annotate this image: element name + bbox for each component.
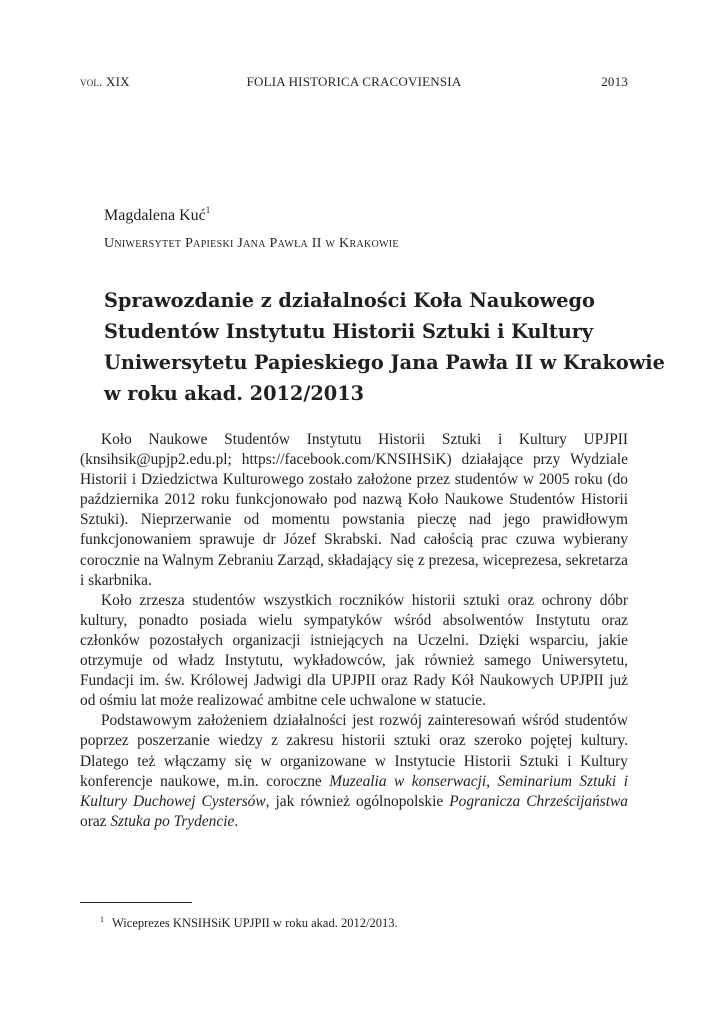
conference-name: Pogranicza Chrześcijaństwa [449,792,628,810]
paragraph-text: oraz [80,812,111,830]
author-name: Magdalena Kuć [104,207,206,224]
title-line: Studentów Instytutu Historii Sztuki i Kultury [104,320,594,343]
year-label: 2013 [601,74,628,89]
conference-name: Muzealia w konserwacji [329,772,487,790]
body-paragraph: Koło zrzesza studentów wszystkich roczników historii sztuki oraz ochrony dóbr kultury, ponadto posiada wielu sympatyków wśród absolwentów Instytutu oraz członków pozostałych organizacji istniejących na Uczelni. Dzięki wsparciu, jakie otrzymuje od władz Instytutu, wykładowców, jak również samego Uniwersytetu, Fundacji im. św. Królowej Jadwigi dla UPJPII oraz Rady Kół Naukowych UPJPII już od ośmiu lat może realizować ambitne cele uchwalone w statucie. [80,591,628,710]
footnote [100,915,398,931]
paragraph-text: . [234,812,239,830]
footnote-separator [80,902,192,903]
body-paragraph: Koło Naukowe Studentów Instytutu Historii Sztuki i Kultury UPJPII (knsihsik@upjp2.edu.pl; https://facebook.com/KNSIHSiK) działające przy Wydziale Historii i Dziedzictwa Kulturowego zostało założone przez studentów w 2005 roku (do października 2012 roku funkcjonowało pod nazwą Koło Naukowe Studentów Historii Sztuki). Nieprzerwanie od momentu powstania pieczę nad jego prawidłowym funkcjonowaniem sprawuje dr Józef Skrabski. Nad całością prac czuwa wybierany corocznie na Walnym Zebraniu Zarząd, składający się z prezesa, wiceprezesa, sekretarza i skarbnika. [80,431,628,589]
paragraph-text: Podstawowym założeniem działalności jest rozwój zainteresowań wśród studentów poprzez poszerzanie wiedzy z zakresu historii sztuki oraz szeroko pojętej kultury. Dlatego też włączamy się w organizowane w Instytucie Historii Sztuki i Kultury konferencje naukowe, m.in. coroczne [80,712,628,790]
paragraph-text: , jak również ogólnopolskie [265,792,450,810]
volume-label: vol. XIX [80,74,130,89]
footnote-number: 1 [100,915,104,924]
body-paragraph [80,711,628,832]
title-line: w roku akad. 2012/2013 [104,382,365,405]
footnote-text: Wiceprezes KNSIHSiK UPJPII w roku akad. 2012/2013. [112,916,398,930]
author-footnote-ref: 1 [205,205,211,215]
title-line: Uniwersytetu Papieskiego Jana Pawła II w Krakowie [104,351,665,374]
article-title [104,285,665,409]
author-line [104,205,210,225]
article-body [80,430,628,832]
conference-name: Seminarium Sztuki i Kultury Duchowej Cystersów [80,772,628,810]
journal-title: FOLIA HISTORICA CRACOVIENSIA [246,74,462,89]
running-header [80,74,628,92]
title-line: Sprawozdanie z działalności Koła Naukowego [104,289,595,312]
paragraph-text: , [486,772,498,790]
author-affiliation: Uniwersytet Papieski Jana Pawła II w Krakowie [104,236,399,251]
conference-name: Sztuka po Trydencie [110,812,235,830]
